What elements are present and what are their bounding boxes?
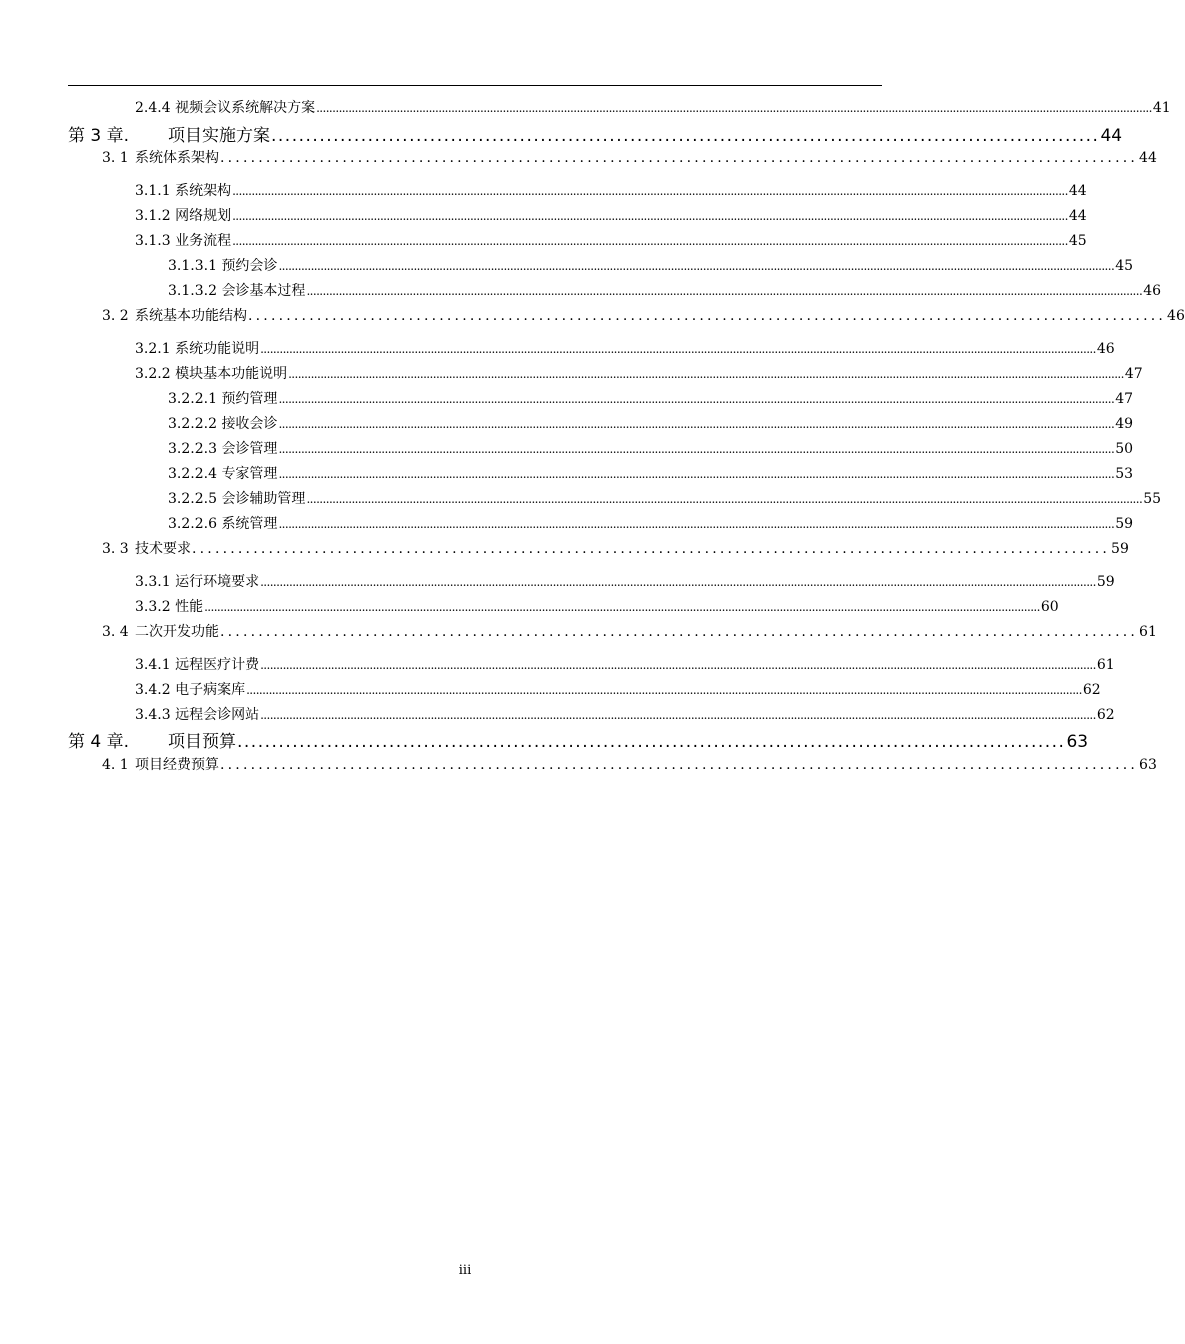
toc-entry[interactable] — [102, 621, 1157, 641]
toc-entry-page: 59 — [1111, 541, 1129, 557]
toc-entry-page: 50 — [1115, 441, 1134, 457]
dot-leader: .................................................................................................................................................................................................................................................................... — [260, 575, 1096, 589]
toc-entry-page: 61 — [1096, 657, 1115, 673]
dot-leader: ........................................................................................................................ — [220, 624, 1139, 640]
toc-entry[interactable] — [168, 488, 1162, 508]
toc-entry-number: 3.2.1 — [135, 341, 176, 357]
toc-entry[interactable] — [135, 571, 1115, 591]
toc-entry-number: 3.1.3 — [135, 233, 176, 249]
toc-entry-title — [168, 513, 277, 533]
toc-entry-number: 3.3.2 — [135, 599, 176, 615]
toc-entry-title — [135, 679, 245, 699]
toc-entry-text: 远程医疗计费 — [175, 657, 260, 673]
toc-entry[interactable] — [168, 463, 1134, 483]
dot-leader: .................................................................................................................................................................................................................................................................... — [232, 209, 1068, 223]
toc-entry-page: 49 — [1115, 416, 1134, 432]
toc-entry-text: 预约会诊 — [221, 258, 278, 274]
toc-entry-page: 63 — [1066, 732, 1089, 752]
toc-entry[interactable] — [168, 438, 1134, 458]
toc-entry-page: 59 — [1096, 574, 1115, 590]
toc-entry-title — [135, 704, 259, 724]
toc-entry-text: 会诊辅助管理 — [221, 491, 306, 507]
dot-leader: .................................................................................................................................................................................................................................................................... — [278, 259, 1115, 273]
toc-entry[interactable] — [168, 255, 1134, 275]
toc-entry-title — [102, 305, 247, 325]
toc-entry[interactable] — [135, 654, 1115, 674]
toc-entry-number: 2.4.4 — [135, 100, 176, 116]
dot-leader: .................................................................................................................................................................................................................................................................... — [278, 517, 1115, 531]
toc-entry-page: 41 — [1152, 100, 1171, 116]
toc-entry[interactable] — [135, 97, 1171, 117]
toc-entry-number: 3.1.2 — [135, 208, 176, 224]
dot-leader: .................................................................................................................................................................................................................................................................... — [260, 708, 1096, 722]
toc-entry-title — [168, 488, 305, 508]
toc-entry-title — [168, 255, 277, 275]
toc-entry-page: 44 — [1100, 126, 1123, 146]
toc-entry-title — [168, 388, 277, 408]
toc-entry-page: 55 — [1143, 491, 1162, 507]
toc-entry-title — [168, 438, 277, 458]
dot-leader: .................................................................................................................................................................................................................................................................... — [288, 367, 1124, 381]
toc-entry-title — [102, 621, 219, 641]
toc-entry-text: 技术要求 — [135, 541, 191, 557]
toc-entry-text: 性能 — [175, 599, 204, 615]
dot-leader: .................................................................................................................................................................................................................................................................... — [246, 683, 1082, 697]
toc-entry-text: 会诊管理 — [221, 441, 278, 457]
toc-entry-title — [135, 97, 315, 117]
toc-entry[interactable] — [135, 205, 1087, 225]
dot-leader: ........................................................................................................................ — [220, 150, 1139, 166]
toc-entry-page: 47 — [1115, 391, 1134, 407]
toc-entry-number: 3.2.2.6 — [168, 516, 222, 532]
dot-leader: .................................................................................................................................................................................................................................................................... — [278, 392, 1115, 406]
toc-entry-page: 63 — [1139, 757, 1157, 773]
toc-entry-text: 预约管理 — [221, 391, 278, 407]
toc-entry-page: 46 — [1167, 308, 1185, 324]
toc-entry-page: 62 — [1096, 707, 1115, 723]
toc-entry[interactable] — [102, 147, 1157, 167]
toc-entry-title — [102, 754, 219, 774]
toc-entry-title — [135, 205, 231, 225]
toc-entry[interactable] — [135, 596, 1059, 616]
toc-entry-text: 系统基本功能结构 — [135, 308, 247, 324]
toc-entry-title — [168, 463, 277, 483]
toc-entry-number: 3.2.2.1 — [168, 391, 222, 407]
toc-entry[interactable] — [168, 280, 1162, 300]
toc-entry-text: 系统管理 — [221, 516, 278, 532]
toc-entry-number: 3. 4 — [102, 624, 129, 640]
toc-entry-title — [135, 654, 259, 674]
toc-entry[interactable] — [135, 338, 1115, 358]
toc-entry-page: 62 — [1082, 682, 1101, 698]
toc-entry-title — [168, 280, 305, 300]
toc-entry[interactable] — [168, 388, 1134, 408]
dot-leader: .................................................................................................................................................................................................................................................................... — [260, 658, 1096, 672]
toc-entry[interactable] — [135, 704, 1115, 724]
toc-entry-number: 3. 3 — [102, 541, 129, 557]
toc-entry-number: 3.4.1 — [135, 657, 176, 673]
toc-entry-number: 3.4.2 — [135, 682, 176, 698]
toc-entry-number: 3.1.3.1 — [168, 258, 222, 274]
toc-entry-text: 会诊基本过程 — [221, 283, 306, 299]
toc-entry-page: 44 — [1068, 183, 1087, 199]
toc-entry-number: 3.2.2.2 — [168, 416, 222, 432]
toc-entry-text: 远程会诊网站 — [175, 707, 260, 723]
header-rule — [68, 85, 882, 86]
toc-entry-text: 系统架构 — [175, 183, 232, 199]
toc-entry-page: 44 — [1068, 208, 1087, 224]
toc-entry-text: 系统体系架构 — [135, 150, 219, 166]
toc-entry-page: 45 — [1068, 233, 1087, 249]
toc-entry[interactable] — [102, 538, 1129, 558]
toc-entry-text: 视频会议系统解决方案 — [175, 100, 316, 116]
toc-entry-number: 3.1.3.2 — [168, 283, 222, 299]
toc-entry-number: 3.2.2.5 — [168, 491, 222, 507]
toc-entry-number: 4. 1 — [102, 757, 129, 773]
toc-entry-title — [102, 538, 191, 558]
toc-entry-number: 3. 2 — [102, 308, 129, 324]
dot-leader: .................................................................................................................................................................................................................................................................... — [260, 342, 1096, 356]
toc-entry-number: 3.2.2.4 — [168, 466, 222, 482]
toc-entry[interactable] — [168, 513, 1134, 533]
toc-entry-text: 电子病案库 — [175, 682, 246, 698]
toc-entry-text: 模块基本功能说明 — [175, 366, 288, 382]
dot-leader: .................................................................................................................................................................................................................................................................... — [278, 442, 1115, 456]
toc-entry-page: 60 — [1040, 599, 1059, 615]
toc-entry-text: 网络规划 — [175, 208, 232, 224]
toc-entry-page: 46 — [1143, 283, 1162, 299]
dot-leader: ........................................................................................................................ — [192, 541, 1111, 557]
dot-leader: .................................................................................................................................................................................................................................................................... — [306, 492, 1143, 506]
toc-entry-page: 53 — [1115, 466, 1134, 482]
toc-entry-title — [68, 727, 236, 752]
toc-entry-page: 61 — [1139, 624, 1157, 640]
dot-leader: ........................................................................................................................ — [248, 308, 1167, 324]
page-number: iii — [458, 1263, 472, 1278]
toc-entry-text: 运行环境要求 — [175, 574, 260, 590]
toc-entry-page: 47 — [1124, 366, 1143, 382]
toc-entry-title — [102, 147, 219, 167]
toc-entry-title — [135, 363, 287, 383]
toc-entry-text: 系统功能说明 — [175, 341, 260, 357]
toc-entry[interactable] — [68, 121, 1123, 146]
toc-entry-number: 3.2.2.3 — [168, 441, 222, 457]
toc-entry-page: 45 — [1115, 258, 1134, 274]
toc-entry-title — [135, 180, 231, 200]
toc-entry[interactable] — [68, 727, 1089, 752]
toc-entry-title — [135, 571, 259, 591]
toc-entry[interactable] — [135, 230, 1087, 250]
dot-leader: .................................................................................................................................................................................................................................................................... — [232, 184, 1068, 198]
dot-leader: .................................................................................................................................................................................................................................................................... — [316, 101, 1152, 115]
toc-entry-text: 项目实施方案 — [168, 126, 270, 146]
toc-entry[interactable] — [135, 180, 1087, 200]
dot-leader: .................................................................................................................................................................................................................................................................... — [204, 600, 1040, 614]
toc-entry-number: 3.1.1 — [135, 183, 176, 199]
toc-entry[interactable] — [168, 413, 1134, 433]
toc-entry-number: 3.3.1 — [135, 574, 176, 590]
toc-entry[interactable] — [102, 305, 1185, 325]
toc-entry-text: 业务流程 — [175, 233, 232, 249]
dot-leader: ........................................................................................................................ — [271, 126, 1100, 146]
dot-leader: .................................................................................................................................................................................................................................................................... — [232, 234, 1068, 248]
toc-entry-text: 接收会诊 — [221, 416, 278, 432]
toc-entry-text: 项目经费预算 — [135, 757, 219, 773]
dot-leader: .................................................................................................................................................................................................................................................................... — [306, 284, 1143, 298]
toc-entry[interactable] — [102, 754, 1157, 774]
toc-entry-title — [168, 413, 277, 433]
dot-leader: .................................................................................................................................................................................................................................................................... — [278, 467, 1115, 481]
dot-leader: ........................................................................................................................ — [220, 757, 1139, 773]
toc-entry-text: 二次开发功能 — [135, 624, 219, 640]
toc-entry-page: 46 — [1096, 341, 1115, 357]
toc-entry-number: 3. 1 — [102, 150, 129, 166]
toc-entry[interactable] — [135, 363, 1143, 383]
toc-entry-number: 3.4.3 — [135, 707, 176, 723]
toc-entry-number: 3.2.2 — [135, 366, 176, 382]
toc-entry-title — [135, 596, 203, 616]
toc-entry-title — [68, 121, 270, 146]
toc-entry-title — [135, 338, 259, 358]
toc-entry-page: 44 — [1139, 150, 1157, 166]
dot-leader: ........................................................................................................................ — [237, 732, 1066, 752]
toc-entry-text: 专家管理 — [221, 466, 278, 482]
toc-entry-title — [135, 230, 231, 250]
toc-entry[interactable] — [135, 679, 1101, 699]
toc-entry-number: 第 3 章. — [68, 126, 130, 146]
dot-leader: .................................................................................................................................................................................................................................................................... — [278, 417, 1115, 431]
toc-entry-page: 59 — [1115, 516, 1134, 532]
toc-entry-number: 第 4 章. — [68, 732, 130, 752]
toc-entry-text: 项目预算 — [168, 732, 236, 752]
